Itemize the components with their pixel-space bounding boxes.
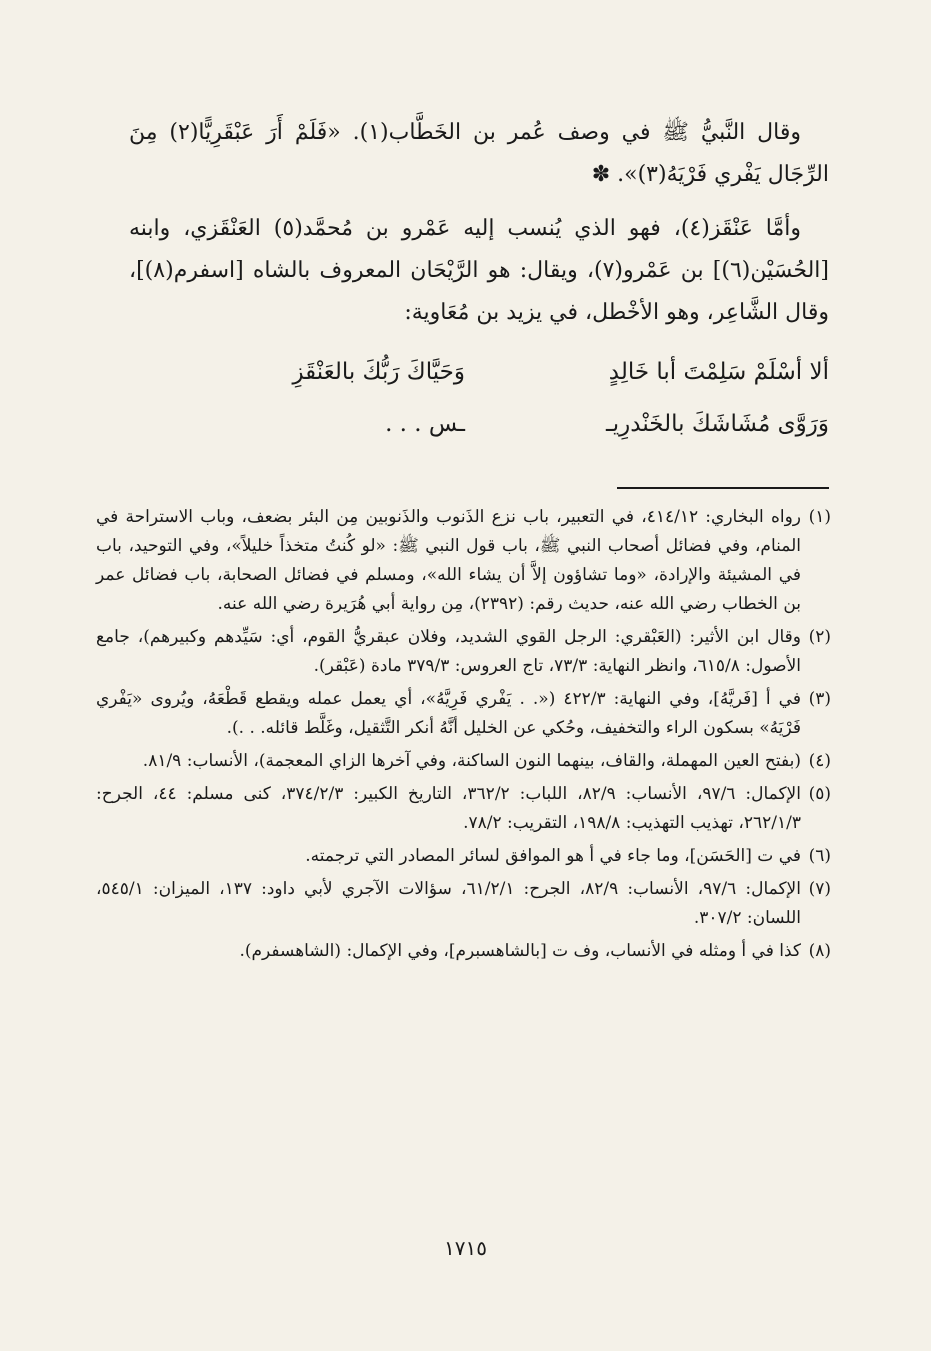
main-text <box>129 112 829 450</box>
footnote-text: الإكمال: ٩٧/٦، الأنساب: ٨٢/٩، الجرح: ٦١/٢/١، سؤالات الآجري لأبي داود: ١٣٧، الميزان: ٥٤٥/١، اللسان: ٣٠٧/٢. <box>96 879 801 928</box>
paragraph-1: وقال النَّبيُّ ﷺ في وصف عُمر بن الخَطَّاب(١). «فَلَمْ أَرَ عَبْقَرِيًّا(٢) مِنَ الرِّجَال يَفْري فَرْيَهُ(٣)». ✽ <box>129 120 829 187</box>
footnote-text: في أ [فَريَّهُ]، وفي النهاية: ٤٢٢/٣ («. . يَفْري فَرِيَّهُ»، أي يعمل عمله ويقطع قَطْعَهُ، ويُروى «يَفْري فَرْيَهُ» بسكون الراء والتخفيف، وحُكي عن الخليل أنَّهُ أنكر التَّثقيل، وغَلَّط قائله. . .). <box>96 689 801 738</box>
footnote-text: وقال ابن الأثير: (العَبْقري: الرجل القوي الشديد، وفلان عبقريُّ القوم، أي: سَيِّدهم وكبيرهم)، جامع الأصول: ٦١٥/٨، وانظر النهاية: ٧٣/٣، تاج العروس: ٣٧٩/٣ مادة (عَبْقر). <box>96 627 801 676</box>
footnotes <box>96 503 831 970</box>
footnote-text: رواه البخاري: ٤١٤/١٢، في التعبير، باب نزع الذَنوب والذَنوبين مِن البئر بضعف، وباب الاستراحة في المنام، وفي فضائل أصحاب النبي ﷺ، باب قول النبي ﷺ: «لو كُنتُ متخذاً خليلاً»، وفي التوحيد، باب في المشيئة والإرادة، «وما تشاؤون إلاَّ أن يشاء الله»، ومسلم في فضائل الصحابة، باب فضائل عمر بن الخطاب رضي الله عنه، حديث رقم: (٢٣٩٢)، مِن رواية أبي هُرَيرة رضي الله عنه. <box>96 507 801 614</box>
footnote-number: (٦) <box>808 846 831 866</box>
footnote-number: (٥) <box>808 784 831 804</box>
footnote-text: كذا في أ ومثله في الأنساب، وف ت [بالشاهسبرم]، وفي الإكمال: (الشاهسفرم). <box>239 941 801 961</box>
footnote-text: في ت [الحَسَن]، وما جاء في أ هو الموافق لسائر المصادر التي ترجمته. <box>305 846 801 866</box>
footnote-text: (بفتح العين المهملة، والقاف، بينهما النون الساكنة، وفي آخرها الزاي المعجمة)، الأنساب: ٨١/٩. <box>142 751 801 771</box>
footnote-number: (٢) <box>808 627 831 647</box>
footnote-number: (٤) <box>808 751 831 771</box>
footnote-number: (٧) <box>808 879 831 899</box>
poem-verse <box>129 346 829 450</box>
footnote-number: (٣) <box>808 689 831 709</box>
footnote <box>96 747 831 776</box>
page-number: ١٧١٥ <box>444 1236 487 1260</box>
verse-2-second-hemistich: ـس . . . <box>385 411 465 437</box>
footnote <box>96 842 831 871</box>
footnote <box>96 623 831 681</box>
footnote-text: الإكمال: ٩٧/٦، الأنساب: ٨٢/٩، اللباب: ٣٦٢/٢، التاريخ الكبير: ٣٧٤/٢/٣، كنى مسلم: ٤٤، الجرح: ٢٦٢/١/٣، تهذيب التهذيب: ١٩٨/٨، التقريب: ٧٨/٢. <box>96 784 801 833</box>
footnote <box>96 875 831 933</box>
footnote <box>96 780 831 838</box>
footnote-number: (٨) <box>808 941 831 961</box>
footnote-separator <box>617 487 829 489</box>
paragraph-2: وأمَّا عَنْقَز(٤)، فهو الذي يُنسب إليه عَمْرو بن مُحمَّد(٥) العَنْقَزي، وابنه [الحُسَيْن(٦)] بن عَمْرو(٧)، ويقال: هو الرَّيْحَان المعروف بالشاه [اسفرم(٨)]، وقال الشَّاعِر، وهو الأخْطل، في يزيد بن مُعَاوية: <box>129 216 829 325</box>
verse-1-first-hemistich: ألا أسْلَمْ سَلِمْتَ أبا خَالِدٍ <box>608 359 829 385</box>
verse-2-first-hemistich: وَرَوَّى مُشَاشَكَ بالخَنْدرِيـ <box>606 411 829 437</box>
verse-line-2 <box>129 398 829 450</box>
footnote <box>96 503 831 619</box>
footnote <box>96 685 831 743</box>
verse-1-second-hemistich: وَحَيَّاكَ رَبُّكَ بالعَنْقَزِ <box>292 359 465 385</box>
footnote <box>96 937 831 966</box>
verse-line-1 <box>129 346 829 398</box>
footnote-number: (١) <box>808 507 831 527</box>
